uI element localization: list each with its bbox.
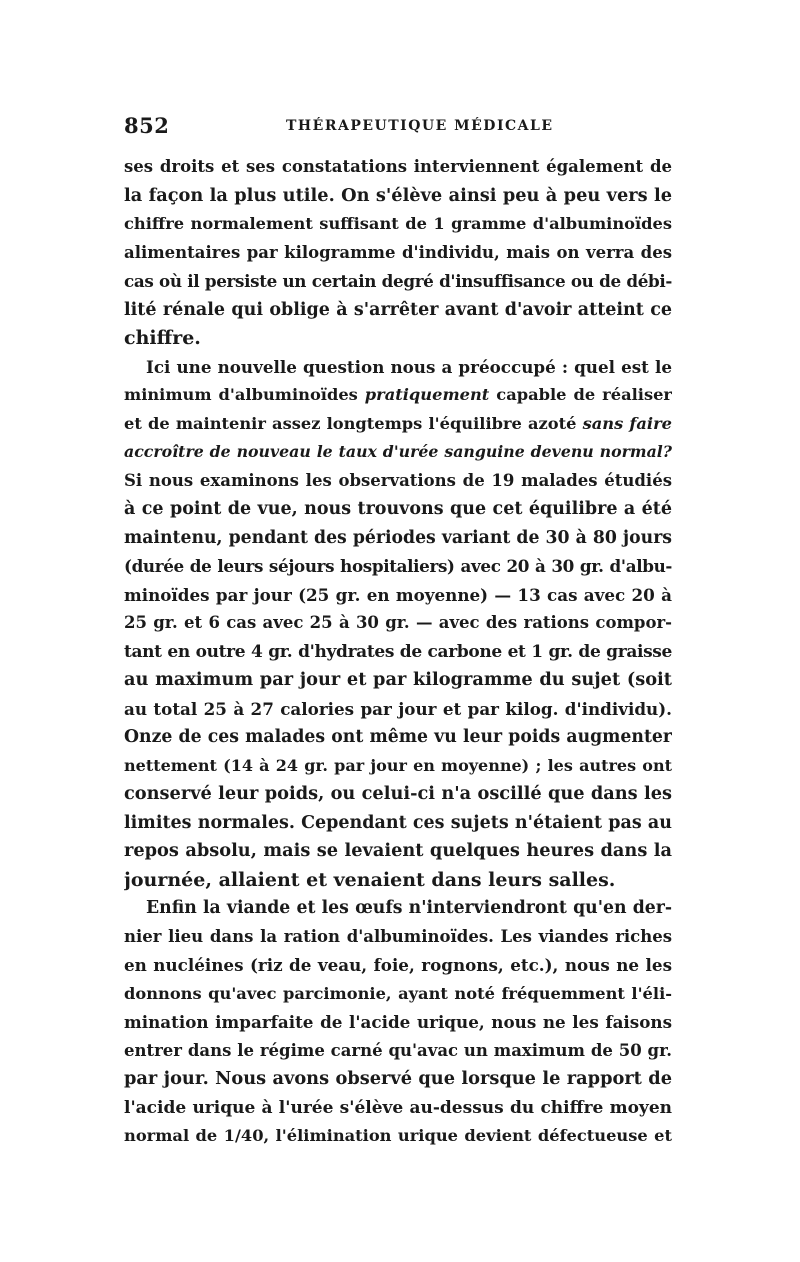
text-span: et de maintenir assez longtemps l'équilibre azoté <box>124 413 583 433</box>
running-title: THÉRAPEUTIQUE MÉDICALE <box>286 118 554 134</box>
body-text <box>124 153 672 1151</box>
italic-span: accroître de nouveau le taux d'urée sanguine devenu normal? <box>124 442 672 461</box>
text-span: minoïdes par jour (25 gr. en moyenne) — 13 cas avec 20 à <box>124 584 672 605</box>
text-span: alimentaires par kilogramme d'individu, mais on verra des <box>124 242 672 262</box>
text-span: limites normales. Cependant ces sujets n'étaient pas au <box>124 812 672 833</box>
text-span: minimum d'albuminoïdes <box>124 385 365 404</box>
text-span: l'acide urique à l'urée s'élève au-dessus du chiffre moyen <box>124 1097 672 1118</box>
text-span: nier lieu dans la ration d'albuminoïdes. Les viandes riches <box>124 926 672 946</box>
text-span: journée, allaient et venaient dans leurs salles. <box>124 868 616 891</box>
text-line <box>124 438 672 467</box>
text-line <box>124 780 672 809</box>
text-span: Ici une nouvelle question nous a préoccupé : quel est le <box>146 356 672 377</box>
text-line <box>124 866 672 895</box>
text-line <box>124 609 672 638</box>
text-span: tant en outre 4 gr. d'hydrates de carbone et 1 gr. de graisse <box>124 641 672 662</box>
text-span: en nucléines (riz de veau, foie, rognons, etc.), nous ne les <box>124 955 672 975</box>
page-header <box>124 113 672 141</box>
text-span: chiffre. <box>124 327 201 349</box>
text-line <box>124 581 672 610</box>
text-span: à ce point de vue, nous trouvons que cet équilibre a été <box>124 499 672 519</box>
text-line <box>124 267 672 296</box>
text-span: 25 gr. et 6 cas avec 25 à 30 gr. — avec des rations compor- <box>124 613 672 632</box>
text-line <box>124 296 672 325</box>
text-line <box>124 1094 672 1123</box>
paragraph-first-line <box>124 353 672 382</box>
text-span: Onze de ces malades ont même vu leur poids augmenter <box>124 727 672 747</box>
text-line <box>124 153 672 182</box>
paragraph-first-line <box>124 894 672 923</box>
text-span: nettement (14 à 24 gr. par jour en moyenne) ; les autres ont <box>124 755 672 775</box>
text-line <box>124 467 672 496</box>
italic-span: pratiquement <box>364 385 490 404</box>
text-span: Si nous examinons les observations de 19 malades étudiés <box>124 470 672 490</box>
text-line <box>124 695 672 724</box>
text-span: conservé leur poids, ou celui-ci n'a oscillé que dans les <box>124 783 672 804</box>
text-span: donnons qu'avec parcimonie, ayant noté fréquemment l'éli- <box>124 983 672 1003</box>
text-line <box>124 809 672 838</box>
text-line <box>124 638 672 667</box>
text-span: mination imparfaite de l'acide urique, nous ne les faisons <box>124 1012 672 1032</box>
text-line <box>124 182 672 211</box>
text-line <box>124 666 672 695</box>
text-line <box>124 752 672 781</box>
text-span: la façon la plus utile. On s'élève ainsi peu à peu vers le <box>124 184 672 206</box>
text-span: maintenu, pendant des périodes variant de 30 à 80 jours <box>124 527 672 548</box>
text-line <box>124 210 672 239</box>
text-span: (durée de leurs séjours hospitaliers) avec 20 à 30 gr. d'albu- <box>124 556 672 576</box>
text-span: normal de 1/40, l'élimination urique devient défectueuse et <box>124 1126 672 1145</box>
text-span: cas où il persiste un certain degré d'insuffisance ou de débi- <box>124 271 672 291</box>
text-line <box>124 980 672 1009</box>
text-span: capable de réaliser <box>489 385 672 404</box>
text-line <box>124 381 672 410</box>
text-span: au maximum par jour et par kilogramme du sujet (soit <box>124 669 672 690</box>
text-line <box>124 1065 672 1094</box>
page-number: 852 <box>124 113 170 138</box>
text-span: repos absolu, mais se levaient quelques heures dans la <box>124 840 672 861</box>
text-line <box>124 495 672 524</box>
text-line <box>124 324 672 353</box>
text-line <box>124 923 672 952</box>
text-span: entrer dans le régime carné qu'avac un maximum de 50 gr. <box>124 1040 672 1060</box>
text-line <box>124 410 672 439</box>
text-line <box>124 723 672 752</box>
text-line <box>124 1037 672 1066</box>
text-line <box>124 552 672 581</box>
text-span: Enfin la viande et les œufs n'interviendront qu'en der- <box>146 898 672 918</box>
text-span: chiffre normalement suffisant de 1 gramme d'albuminoïdes <box>124 214 672 233</box>
text-line <box>124 524 672 553</box>
text-line <box>124 951 672 980</box>
text-span: au total 25 à 27 calories par jour et par kilog. d'individu). <box>124 698 672 719</box>
text-span: lité rénale qui oblige à s'arrêter avant d'avoir atteint ce <box>124 299 672 320</box>
text-span: ses droits et ses constatations interviennent également de <box>124 157 672 176</box>
italic-span: sans faire <box>582 413 672 433</box>
text-line <box>124 1122 672 1151</box>
text-line <box>124 239 672 268</box>
text-line <box>124 837 672 866</box>
text-line <box>124 1008 672 1037</box>
text-span: par jour. Nous avons observé que lorsque le rapport de <box>124 1068 672 1089</box>
